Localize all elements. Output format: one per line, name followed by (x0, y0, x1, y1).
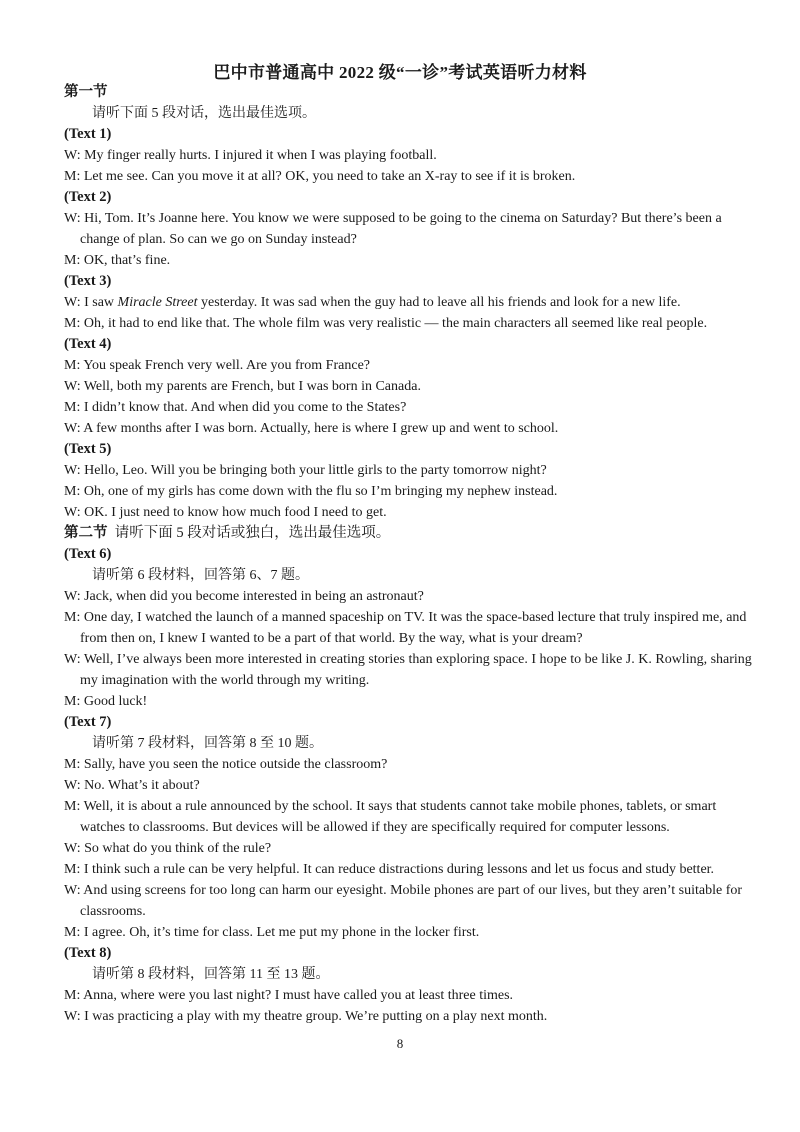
section-1-heading: 第一节 (64, 84, 108, 100)
dialogue-line: M: Anna, where were you last night? I must have called you at least three times. (64, 988, 514, 1003)
text-7-instruction: 请听第 7 段材料，回答第 8 至 10 题。 (92, 736, 323, 751)
text-8-instruction: 请听第 8 段材料，回答第 11 至 13 题。 (92, 967, 330, 982)
dialogue-line: M: You speak French very well. Are you from France? (64, 358, 370, 373)
dialogue-line: W: Well, I’ve always been more interested in creating stories than exploring space. I hope to be like J. K. Rowling, sharing my imagination with the world through my writing. (64, 652, 752, 688)
dialogue-line: W: My finger really hurts. I injured it when I was playing football. (64, 148, 437, 163)
document-title: 巴中市普通高中 2022 级“一诊”考试英语听力材料 (213, 63, 587, 82)
dialogue-line: M: One day, I watched the launch of a manned spaceship on TV. It was the space-based lecture that truly inspired me, and from then on, I knew I wanted to be a part of that world. By the way, what is your dream? (64, 610, 747, 646)
text-2-label: (Text 2) (64, 189, 112, 205)
text-7-label: (Text 7) (64, 714, 112, 730)
dialogue-line: M: Oh, one of my girls has come down with the flu so I’m bringing my nephew instead. (64, 484, 558, 499)
section-2-instruction: 请听下面 5 段对话或独白，选出最佳选项。 (114, 525, 391, 541)
page-number: 8 (396, 1036, 404, 1051)
document-body (64, 82, 764, 1027)
dialogue-line: W: Well, both my parents are French, but I was born in Canada. (64, 379, 421, 394)
dialogue-line: W: And using screens for too long can harm our eyesight. Mobile phones are part of our lives, but they aren’t suitable for classrooms. (64, 883, 743, 919)
dialogue-line: W: A few months after I was born. Actually, here is where I grew up and went to school. (64, 421, 559, 436)
section-2-header-row (64, 523, 764, 544)
dialogue-line: W: OK. I just need to know how much food I need to get. (64, 505, 387, 520)
dialogue-line: W: I was practicing a play with my theatre group. We’re putting on a play next month. (64, 1009, 548, 1024)
text-5-label: (Text 5) (64, 441, 112, 457)
section-2-heading: 第二节 (64, 525, 108, 541)
dialogue-line (64, 292, 764, 313)
dialogue-line: W: Jack, when did you become interested in being an astronaut? (64, 589, 424, 604)
dialogue-line: M: I didn’t know that. And when did you come to the States? (64, 400, 407, 415)
film-title: Miracle Street (117, 295, 198, 310)
text-6-instruction: 请听第 6 段材料，回答第 6、7 题。 (92, 568, 309, 583)
text-8-label: (Text 8) (64, 945, 112, 961)
dialogue-line: M: OK, that’s fine. (64, 253, 171, 268)
dialogue-line-prefix: W: I saw (64, 295, 118, 310)
dialogue-line: M: I think such a rule can be very helpful. It can reduce distractions during lessons and let us focus and study better. (64, 862, 715, 877)
dialogue-line: W: So what do you think of the rule? (64, 841, 272, 856)
dialogue-line: M: Let me see. Can you move it at all? OK, you need to take an X-ray to see if it is broken. (64, 169, 576, 184)
text-4-label: (Text 4) (64, 336, 112, 352)
dialogue-line: W: Hello, Leo. Will you be bringing both your little girls to the party tomorrow night? (64, 463, 547, 478)
text-6-label: (Text 6) (64, 546, 112, 562)
dialogue-line: M: I agree. Oh, it’s time for class. Let me put my phone in the locker first. (64, 925, 480, 940)
dialogue-line: M: Sally, have you seen the notice outside the classroom? (64, 757, 388, 772)
dialogue-line-suffix: yesterday. It was sad when the guy had to leave all his friends and look for a new life. (197, 295, 681, 310)
dialogue-line: M: Oh, it had to end like that. The whole film was very realistic — the main characters all seemed like real people. (64, 316, 708, 331)
text-3-label: (Text 3) (64, 273, 112, 289)
dialogue-line: W: No. What’s it about? (64, 778, 200, 793)
text-1-label: (Text 1) (64, 126, 112, 142)
dialogue-line: W: Hi, Tom. It’s Joanne here. You know we were supposed to be going to the cinema on Saturday? But there’s been a change of plan. So can we go on Sunday instead? (64, 211, 722, 247)
dialogue-line: M: Good luck! (64, 694, 148, 709)
dialogue-line: M: Well, it is about a rule announced by the school. It says that students cannot take mobile phones, tablets, or smart watches to classrooms. But devices will be allowed if they are specifically required for computer lessons. (64, 799, 717, 835)
section-1-instruction: 请听下面 5 段对话，选出最佳选项。 (92, 106, 316, 121)
